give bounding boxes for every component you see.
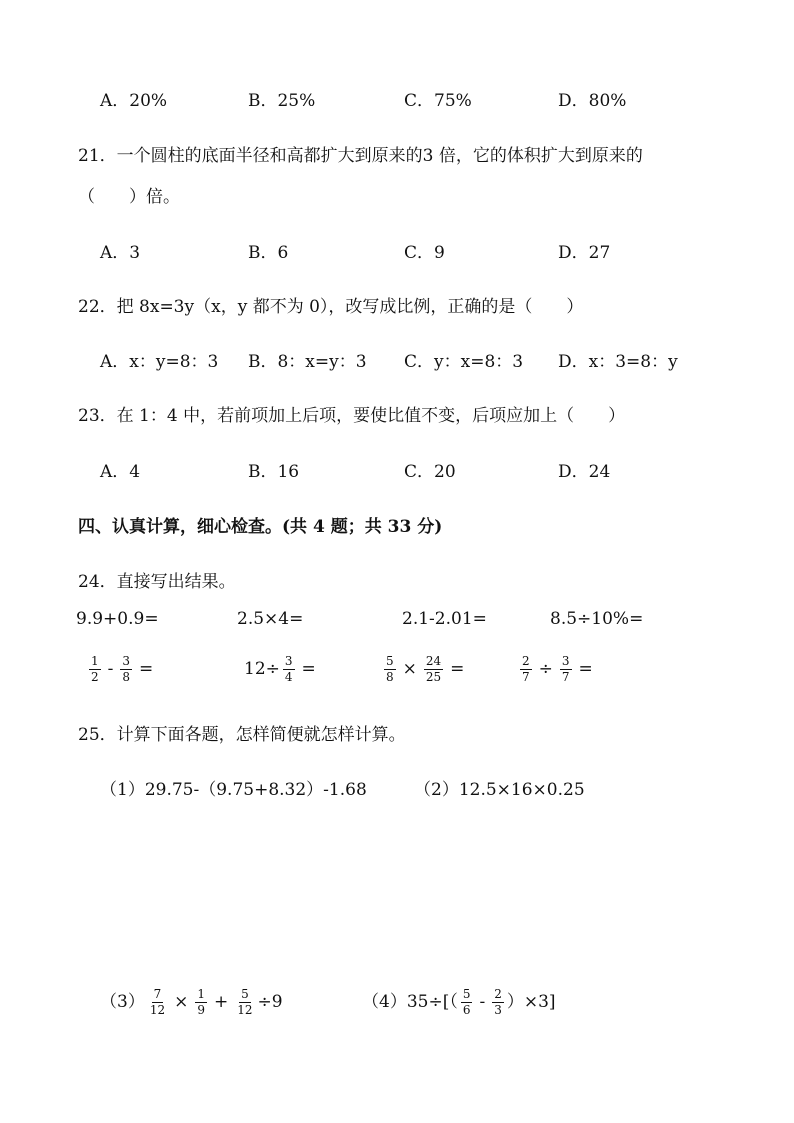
q24-frac-expr-1: $\frac{1}{2}$ - $\frac{3}{8}$ = — [91, 654, 154, 685]
fraction: $\frac{5}{6}$ — [462, 986, 471, 1017]
q23-option-d: D．24 — [558, 462, 611, 482]
q22-option-a: A．x：y=8：3 — [100, 352, 219, 372]
fraction: $\frac{7}{12}$ — [149, 986, 166, 1017]
fraction: $\frac{24}{25}$ — [425, 654, 442, 685]
fraction: $\frac{5}{8}$ — [386, 654, 394, 685]
q25-part-1: （1）29.75-（9.75+8.32）-1.68 — [100, 780, 367, 800]
fraction: $\frac{3}{4}$ — [284, 654, 293, 685]
q20-option-b: B．25% — [248, 91, 316, 111]
q24-expr-2: 2.5×4= — [237, 609, 304, 629]
q22-option-c: C．y：x=8：3 — [404, 352, 524, 372]
q24-frac-expr-4: $\frac{2}{7}$ ÷ $\frac{3}{7}$ = — [522, 654, 593, 685]
q22-option-d: D．x：3=8：y — [558, 352, 678, 372]
q21-option-c: C．9 — [404, 243, 445, 263]
q25-part-3: （3） $\frac{7}{12}$ × $\frac{1}{9}$ + $\frac{5}{12}$ ÷9 — [100, 986, 283, 1017]
q22-stem: 22．把 8x=3y（x，y 都不为 0），改写成比例，正确的是（ ） — [78, 297, 584, 317]
q25-part-4: （4）35÷[（ $\frac{5}{6}$ - $\frac{2}{3}$ ）×3] — [362, 986, 556, 1017]
q24-frac-expr-2: 12÷ $\frac{3}{4}$ = — [244, 654, 316, 685]
q24-expr-3: 2.1-2.01= — [402, 609, 487, 629]
fraction: $\frac{1}{2}$ — [91, 654, 99, 685]
q22-option-b: B．8：x=y：3 — [248, 352, 367, 372]
q24-expr-4: 8.5÷10%= — [550, 609, 644, 629]
q24-stem: 24．直接写出结果。 — [78, 572, 236, 592]
q21-stem-line2: （ ）倍。 — [78, 187, 180, 207]
q21-option-b: B．6 — [248, 243, 289, 263]
fraction: $\frac{3}{8}$ — [122, 654, 131, 685]
q25-part-2: （2）12.5×16×0.25 — [414, 780, 585, 800]
q25-stem: 25．计算下面各题，怎样简便就怎样计算。 — [78, 725, 406, 745]
section-4-heading: 四、认真计算，细心检查。(共 4 题；共 33 分) — [78, 517, 443, 537]
q23-stem: 23．在 1：4 中，若前项加上后项，要使比值不变，后项应加上（ ） — [78, 406, 626, 426]
fraction: $\frac{5}{12}$ — [237, 986, 253, 1017]
fraction: $\frac{1}{9}$ — [197, 986, 205, 1017]
q24-expr-1: 9.9+0.9= — [76, 609, 159, 629]
fraction: $\frac{2}{3}$ — [494, 986, 502, 1017]
q23-option-b: B．16 — [248, 462, 300, 482]
q21-option-d: D．27 — [558, 243, 611, 263]
fraction: $\frac{2}{7}$ — [522, 654, 530, 685]
q23-option-a: A．4 — [100, 462, 141, 482]
q21-option-a: A．3 — [100, 243, 141, 263]
fraction: $\frac{3}{7}$ — [561, 654, 570, 685]
q20-option-a: A．20% — [100, 91, 168, 111]
q20-option-c: C．75% — [404, 91, 472, 111]
q20-option-d: D．80% — [558, 91, 627, 111]
q21-stem-line1: 21．一个圆柱的底面半径和高都扩大到原来的3 倍，它的体积扩大到原来的 — [78, 146, 643, 166]
q23-option-c: C．20 — [404, 462, 456, 482]
q24-frac-expr-3: $\frac{5}{8}$ × $\frac{24}{25}$ = — [386, 654, 465, 685]
